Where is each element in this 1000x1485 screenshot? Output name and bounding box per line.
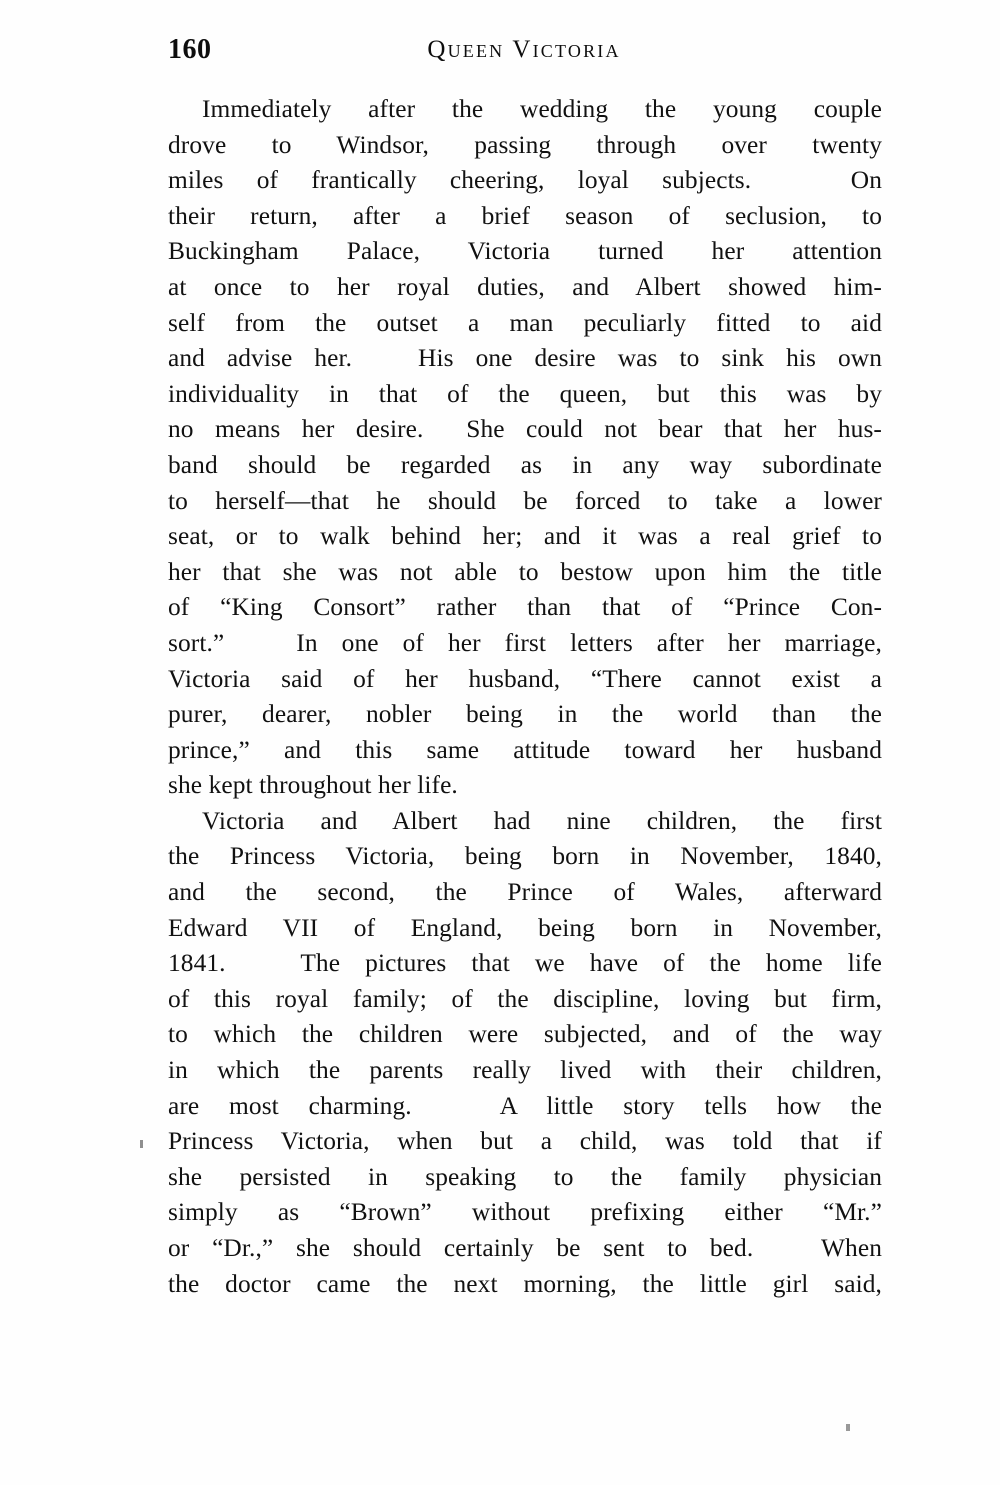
page-header	[168, 34, 880, 74]
text-line: of this royal family; of the discipline, loving but firm,	[168, 984, 882, 1013]
text-line: their return, after a brief season of seclusion, to	[168, 201, 882, 230]
text-line: at once to her royal duties, and Albert showed him-	[168, 272, 882, 301]
text-line: purer, dearer, nobler being in the world than the	[168, 700, 882, 729]
paragraph	[168, 92, 882, 804]
text-line: Immediately after the wedding the young couple	[202, 95, 882, 123]
text-line: miles of frantically cheering, loyal subjects. On	[168, 166, 882, 195]
text-line: self from the outset a man peculiarly fitted to aid	[168, 308, 882, 337]
text-line: prince,” and this same attitude toward her husband	[168, 735, 882, 764]
body-text	[168, 92, 882, 1302]
text-line: Princess Victoria, when but a child, was told that if	[168, 1127, 882, 1156]
running-head: Queen Victoria	[427, 36, 621, 63]
paragraph	[168, 804, 882, 1302]
text-line: Buckingham Palace, Victoria turned her attention	[168, 237, 882, 266]
text-line: Edward VII of England, being born in November,	[168, 913, 882, 942]
text-line: simply as “Brown” without prefixing either “Mr.”	[168, 1198, 882, 1227]
text-line: no means her desire. She could not bear that her hus-	[168, 415, 882, 444]
page-number: 160	[168, 34, 212, 65]
text-line: sort.” In one of her first letters after her marriage,	[168, 628, 882, 657]
text-line: to herself—that he should be forced to take a lower	[168, 486, 882, 515]
text-line: band should be regarded as in any way subordinate	[168, 450, 882, 479]
text-line: her that she was not able to bestow upon him the title	[168, 557, 882, 586]
text-line: the doctor came the next morning, the little girl said,	[168, 1269, 882, 1298]
text-line: 1841. The pictures that we have of the home life	[168, 949, 882, 978]
text-line: to which the children were subjected, and of the way	[168, 1020, 882, 1049]
text-line: Victoria said of her husband, “There cannot exist a	[168, 664, 882, 693]
text-line: and advise her. His one desire was to sink his own	[168, 344, 882, 373]
text-line: she persisted in speaking to the family physician	[168, 1162, 882, 1191]
text-line: or “Dr.,” she should certainly be sent to bed. When	[168, 1234, 882, 1262]
text-line: individuality in that of the queen, but this was by	[168, 379, 882, 408]
text-line: the Princess Victoria, being born in November, 1840,	[168, 842, 882, 871]
text-line: Victoria and Albert had nine children, the first	[202, 806, 882, 835]
text-line: seat, or to walk behind her; and it was a real grief to	[168, 522, 882, 551]
print-artifact-mark	[140, 1140, 143, 1148]
text-line: drove to Windsor, passing through over twenty	[168, 130, 882, 159]
text-line: she kept throughout her life.	[168, 771, 458, 800]
text-line: are most charming. A little story tells how the	[168, 1091, 882, 1120]
text-line: and the second, the Prince of Wales, afterward	[168, 878, 882, 907]
print-artifact-mark	[846, 1424, 850, 1431]
text-line: of “King Consort” rather than that of “Prince Con-	[168, 593, 882, 622]
text-line: in which the parents really lived with their children,	[168, 1056, 882, 1085]
